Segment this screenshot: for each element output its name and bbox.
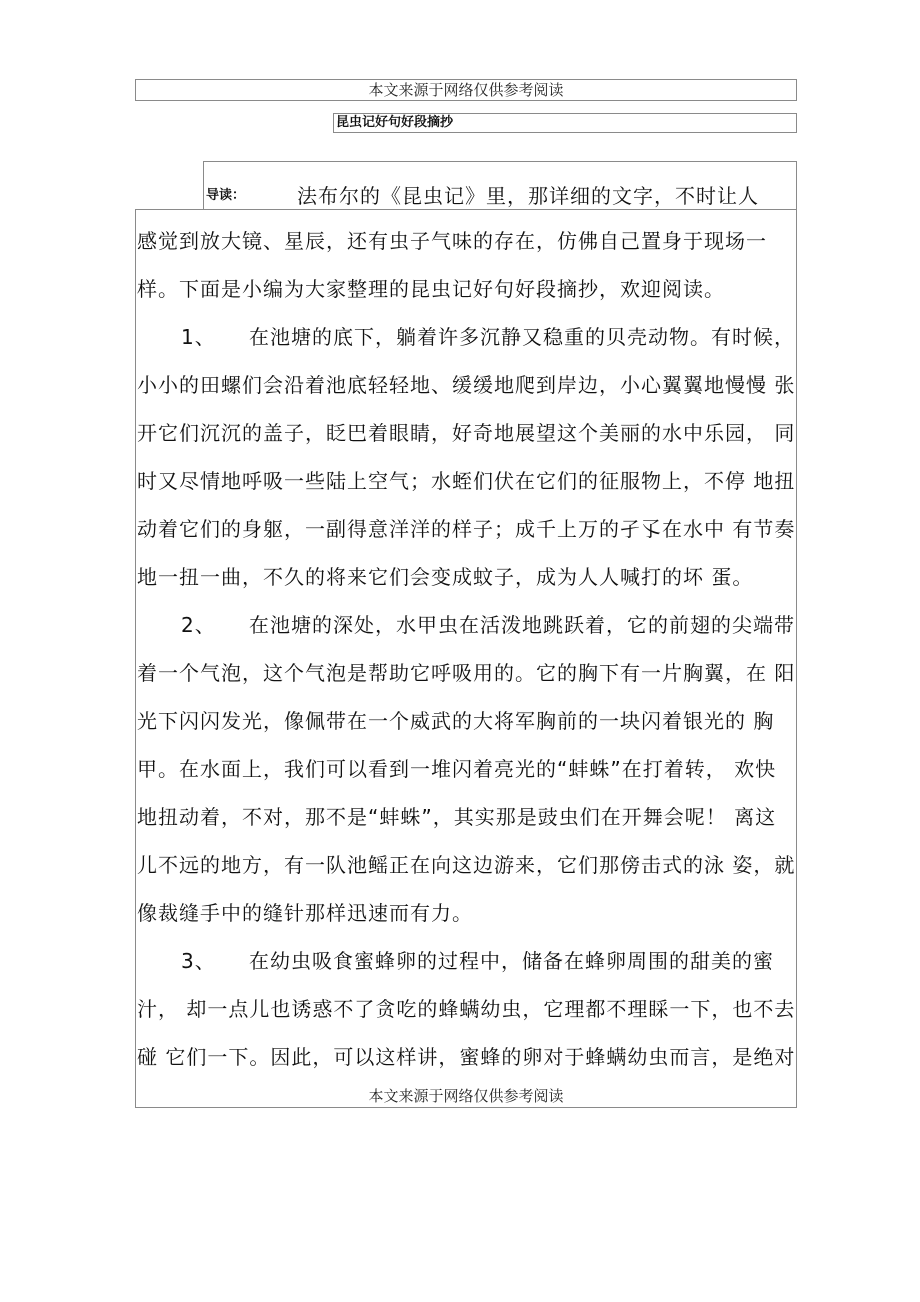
item-text: 在池塘的深处，水甲虫在活泼地跳跃着，它的前翅的尖端带 xyxy=(249,613,795,637)
paragraph-line: 着一个气泡，这个气泡是帮助它呼吸用的。它的胸下有一片胸翼，在 阳 xyxy=(137,661,796,685)
paragraph-line: 光下闪闪发光，像佩带在一个威武的大将军胸前的一块闪着银光的 胸 xyxy=(137,709,775,733)
item-number: 3、 xyxy=(181,949,216,973)
paragraph-line: 动着它们的身躯，一副得意洋洋的样子；成千上万的孑孓在水中 有节奏 xyxy=(137,517,796,541)
paragraph-first-line xyxy=(137,324,795,350)
paragraph-line: 时又尽情地呼吸一些陆上空气；水蛭们伏在它们的征服物上，不停 地扭 xyxy=(137,469,796,493)
paragraph-line: 感觉到放大镜、星辰，还有虫子气味的存在，仿佛自己置身于现场一 xyxy=(137,229,767,253)
item-text: 在幼虫吸食蜜蜂卵的过程中，储备在蜂卵周围的甜美的蜜 xyxy=(249,949,774,973)
paragraph-line: 小小的田螺们会沿着池底轻轻地、缓缓地爬到岸边，小心翼翼地慢慢 张 xyxy=(137,373,796,397)
paragraph-line: 地扭动着，不对，那不是“蚌蛛”，其实那是豉虫们在开舞会呢！ 离这 xyxy=(137,805,777,829)
paragraph-line: 甲。在水面上，我们可以看到一堆闪着亮光的“蚌蛛”在打着转， 欢快 xyxy=(137,757,777,781)
footer-watermark: 本文来源于网络仅供参考阅读 xyxy=(368,1087,564,1105)
document-title: 昆虫记好句好段摘抄 xyxy=(333,113,797,133)
header-watermark: 本文来源于网络仅供参考阅读 xyxy=(135,79,797,101)
item-text: 在池塘的底下，躺着许多沉静又稳重的贝壳动物。有时候， xyxy=(249,325,795,349)
paragraph-line: 汁， 却一点儿也诱惑不了贪吃的蜂螨幼虫，它理都不理睬一下，也不去 xyxy=(137,997,796,1021)
paragraph-line: 样。下面是小编为大家整理的昆虫记好句好段摘抄，欢迎阅读。 xyxy=(137,277,725,301)
paragraph-first-line xyxy=(137,612,795,638)
paragraph-line: 开它们沉沉的盖子，眨巴着眼睛，好奇地展望这个美丽的水中乐园， 同 xyxy=(137,421,796,445)
intro-first-line: 法布尔的《昆虫记》里，那详细的文字，不时让人 xyxy=(297,184,759,208)
paragraph-first-line xyxy=(137,948,774,974)
item-number: 2、 xyxy=(181,613,216,637)
paragraph-line: 碰 它们一下。因此，可以这样讲，蜜蜂的卵对于蜂螨幼虫而言，是绝对 xyxy=(137,1045,796,1069)
paragraph-line: 儿不远的地方，有一队池鳐正在向这边游来，它们那傍击式的泳 姿，就 xyxy=(137,853,796,877)
paragraph-line: 像裁缝手中的缝针那样迅速而有力。 xyxy=(137,901,473,925)
intro-label: 导读： xyxy=(206,188,246,203)
item-number: 1、 xyxy=(181,325,216,349)
paragraph-line: 地一扭一曲，不久的将来它们会变成蚊子，成为人人喊打的坏 蛋。 xyxy=(137,565,754,589)
